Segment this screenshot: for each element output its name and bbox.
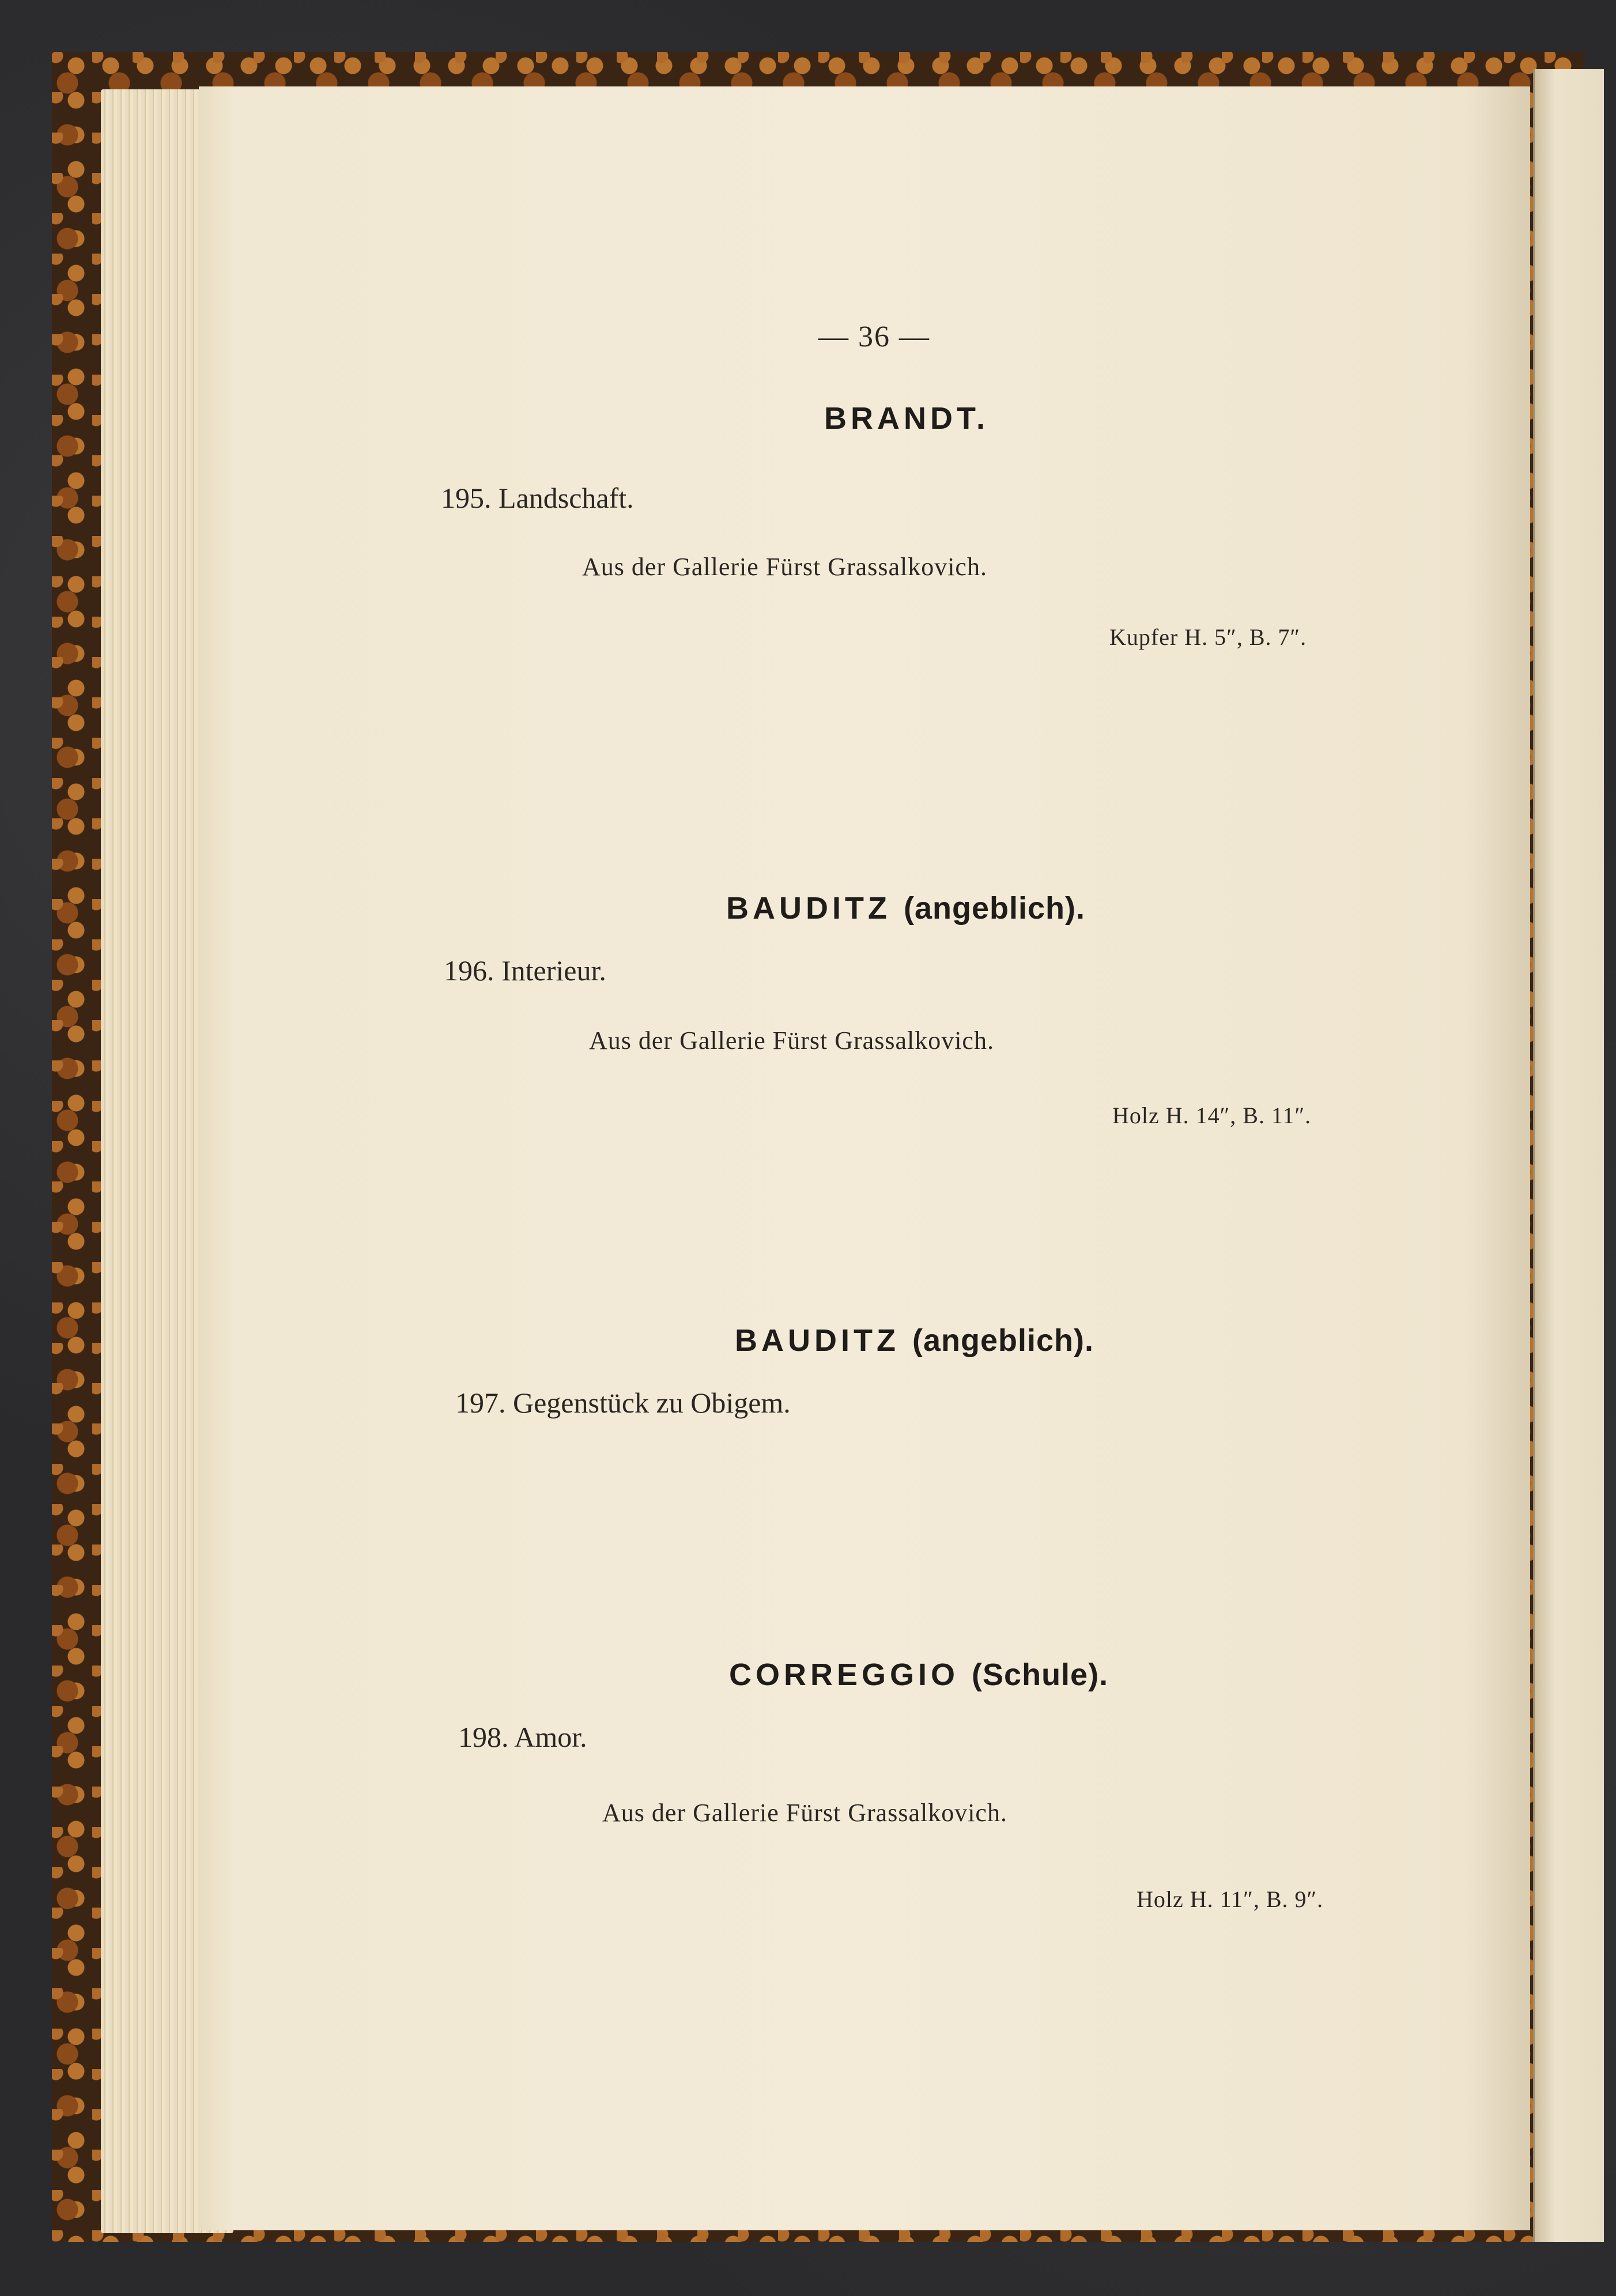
- artist-name: BAUDITZ: [735, 1323, 900, 1358]
- catalog-entry: 195. Landschaft.: [441, 482, 634, 514]
- artist-name: BAUDITZ: [726, 891, 891, 926]
- dimensions: Holz H. 11″, B. 9″.: [1137, 1886, 1324, 1912]
- provenance: Aus der Gallerie Fürst Grassalkovich.: [589, 1026, 994, 1055]
- catalog-entry: 197. Gegenstück zu Obigem.: [455, 1387, 791, 1419]
- provenance: Aus der Gallerie Fürst Grassalkovich.: [602, 1799, 1007, 1827]
- artist-heading: [735, 1323, 1094, 1358]
- catalog-entry: 196. Interieur.: [444, 954, 606, 987]
- catalog-entry: 198. Amor.: [458, 1721, 587, 1753]
- provenance: Aus der Gallerie Fürst Grassalkovich.: [582, 553, 987, 581]
- facing-page-edge: [1533, 69, 1604, 2242]
- artist-heading: [726, 890, 1085, 926]
- artist-heading: [729, 1657, 1108, 1693]
- artist-note: (Schule).: [972, 1657, 1109, 1692]
- dimensions: Holz H. 14″, B. 11″.: [1112, 1102, 1312, 1128]
- dimensions: Kupfer H. 5″, B. 7″.: [1109, 624, 1307, 650]
- artist-name: CORREGGIO: [729, 1657, 960, 1692]
- artist-note: (angeblich).: [903, 891, 1085, 926]
- artist-note: (angeblich).: [912, 1323, 1094, 1358]
- page-number: — 36 —: [818, 320, 930, 353]
- artist-heading: [824, 401, 989, 436]
- artist-name: BRANDT.: [824, 401, 989, 436]
